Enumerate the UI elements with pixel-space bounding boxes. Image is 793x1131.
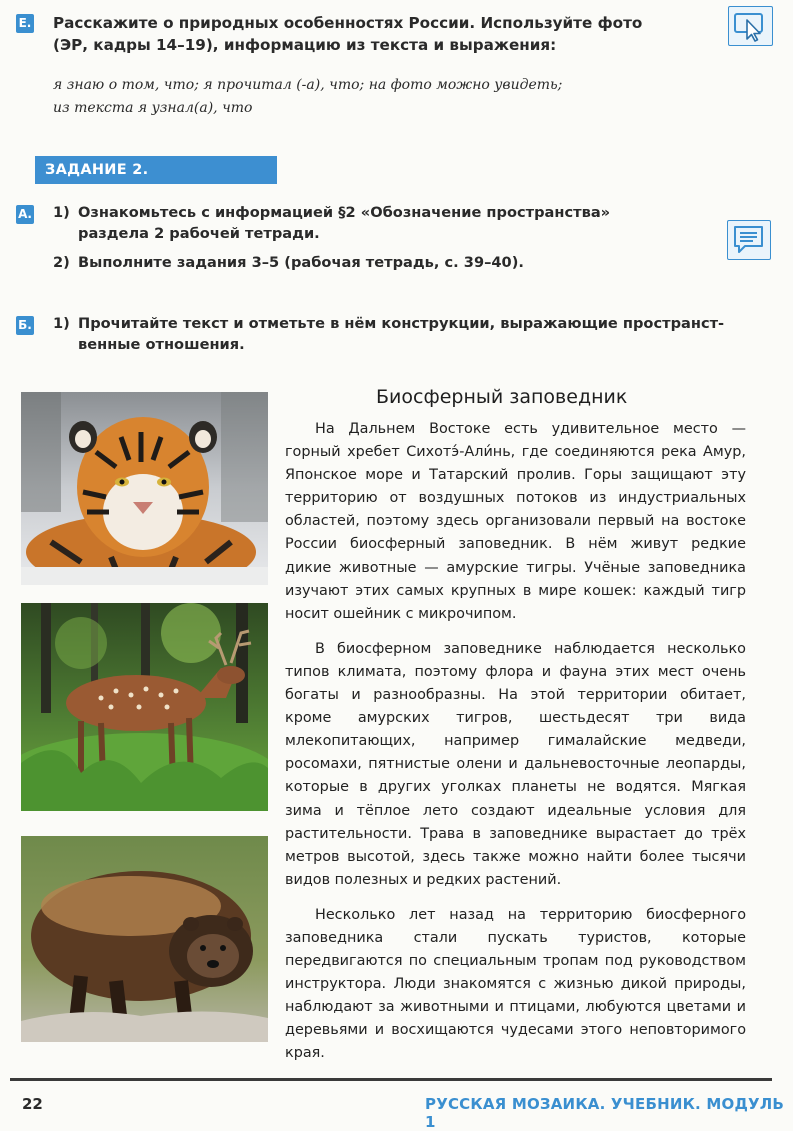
item-number: 2) [53, 254, 70, 271]
section-e-phrases [53, 74, 673, 120]
item-number: 1) [53, 204, 70, 221]
tiger-photo [21, 392, 268, 585]
section-a-item1-line2: раздела 2 рабочей тетради. [78, 225, 320, 242]
cursor-click-button[interactable] [728, 6, 773, 46]
section-e-line1: Расскажите о природных особенностях России. Используйте фото [53, 14, 643, 32]
article-body [285, 418, 746, 1078]
section-b-item1-line1: Прочитайте текст и отметьте в нём конструкции, выражающие пространст- [78, 315, 725, 332]
task2-banner: ЗАДАНИЕ 2. [35, 156, 277, 184]
item-text [78, 313, 748, 355]
phrases-line2: из текста я узнал(а), что [53, 100, 253, 116]
section-a-badge: А. [16, 205, 34, 224]
article-paragraph-3: Несколько лет назад на территорию биосферного заповедника стали пускать туристов, которые передвигаются по специальным тропам под руководством инструктора. Люди знакомятся с жизнью дикой природы, наблюдают за животными и птицами, любуются цветами и деревьями и восхищаются чудесами этого неповторимого края. [285, 906, 746, 1062]
footer-divider [10, 1078, 772, 1081]
section-a-item2 [53, 252, 733, 274]
section-e-instruction [53, 12, 753, 56]
page-number: 22 [22, 1095, 43, 1113]
chat-button[interactable] [727, 220, 771, 260]
article-paragraph-1: На Дальнем Востоке есть удивительное место — горный хребет Сихотэ́-Али́нь, где соединяются река Амур, Японское море и Татарский пролив. Горы защищают эту территорию от воздушных потоков из индустриальных областей, поэтому здесь организовали первый на востоке России биосферный заповедник. В нём живут редкие дикие животные — амурские тигры. Учёные заповедника изучают этих самых крупных в мире кошек: каждый тигр носит ошейник с микрочипом. [285, 421, 746, 622]
section-b-badge: Б. [16, 316, 34, 335]
article-paragraph-2: В биосферном заповеднике наблюдается несколько типов климата, поэтому флора и фауна этих мест очень богаты и разнообразны. На этой территории обитает, кроме амурских тигров, шестьдесят три вида млекопитающих, например гималайские медведи, росомахи, пятнистые олени и дальневосточные леопарды, которые в других уголках планеты не водятся. Мягкая зима и тёплое лето создают идеальные условия для растительности. Трава в заповеднике вырастает до трёх метров высотой, здесь также можно найти более тысячи видов полезных и редких растений. [285, 640, 746, 888]
sika-deer-photo [21, 603, 268, 811]
section-a-item2-text: Выполните задания 3–5 (рабочая тетрадь, с. 39–40). [78, 254, 524, 271]
article-title: Биосферный заповедник [376, 386, 628, 408]
section-a-item1-line1: Ознакомьтесь с информацией §2 «Обозначение пространства» [78, 204, 611, 221]
section-e-line2: (ЭР, кадры 14–19), информацию из текста и выражения: [53, 36, 557, 54]
item-text [78, 202, 610, 244]
chat-message-icon [728, 221, 769, 258]
section-b-item1 [53, 313, 753, 357]
item-number: 1) [53, 315, 70, 332]
cursor-click-icon [729, 7, 771, 44]
section-e-badge: Е. [16, 14, 34, 33]
phrases-line1: я знаю о том, что; я прочитал (-а), что; на фото можно увидеть; [53, 77, 563, 93]
section-b-item1-line2: венные отношения. [78, 336, 245, 353]
wolverine-photo [21, 836, 268, 1042]
section-a-item1 [53, 202, 733, 246]
book-title: РУССКАЯ МОЗАИКА. УЧЕБНИК. МОДУЛЬ 1 [425, 1095, 785, 1131]
